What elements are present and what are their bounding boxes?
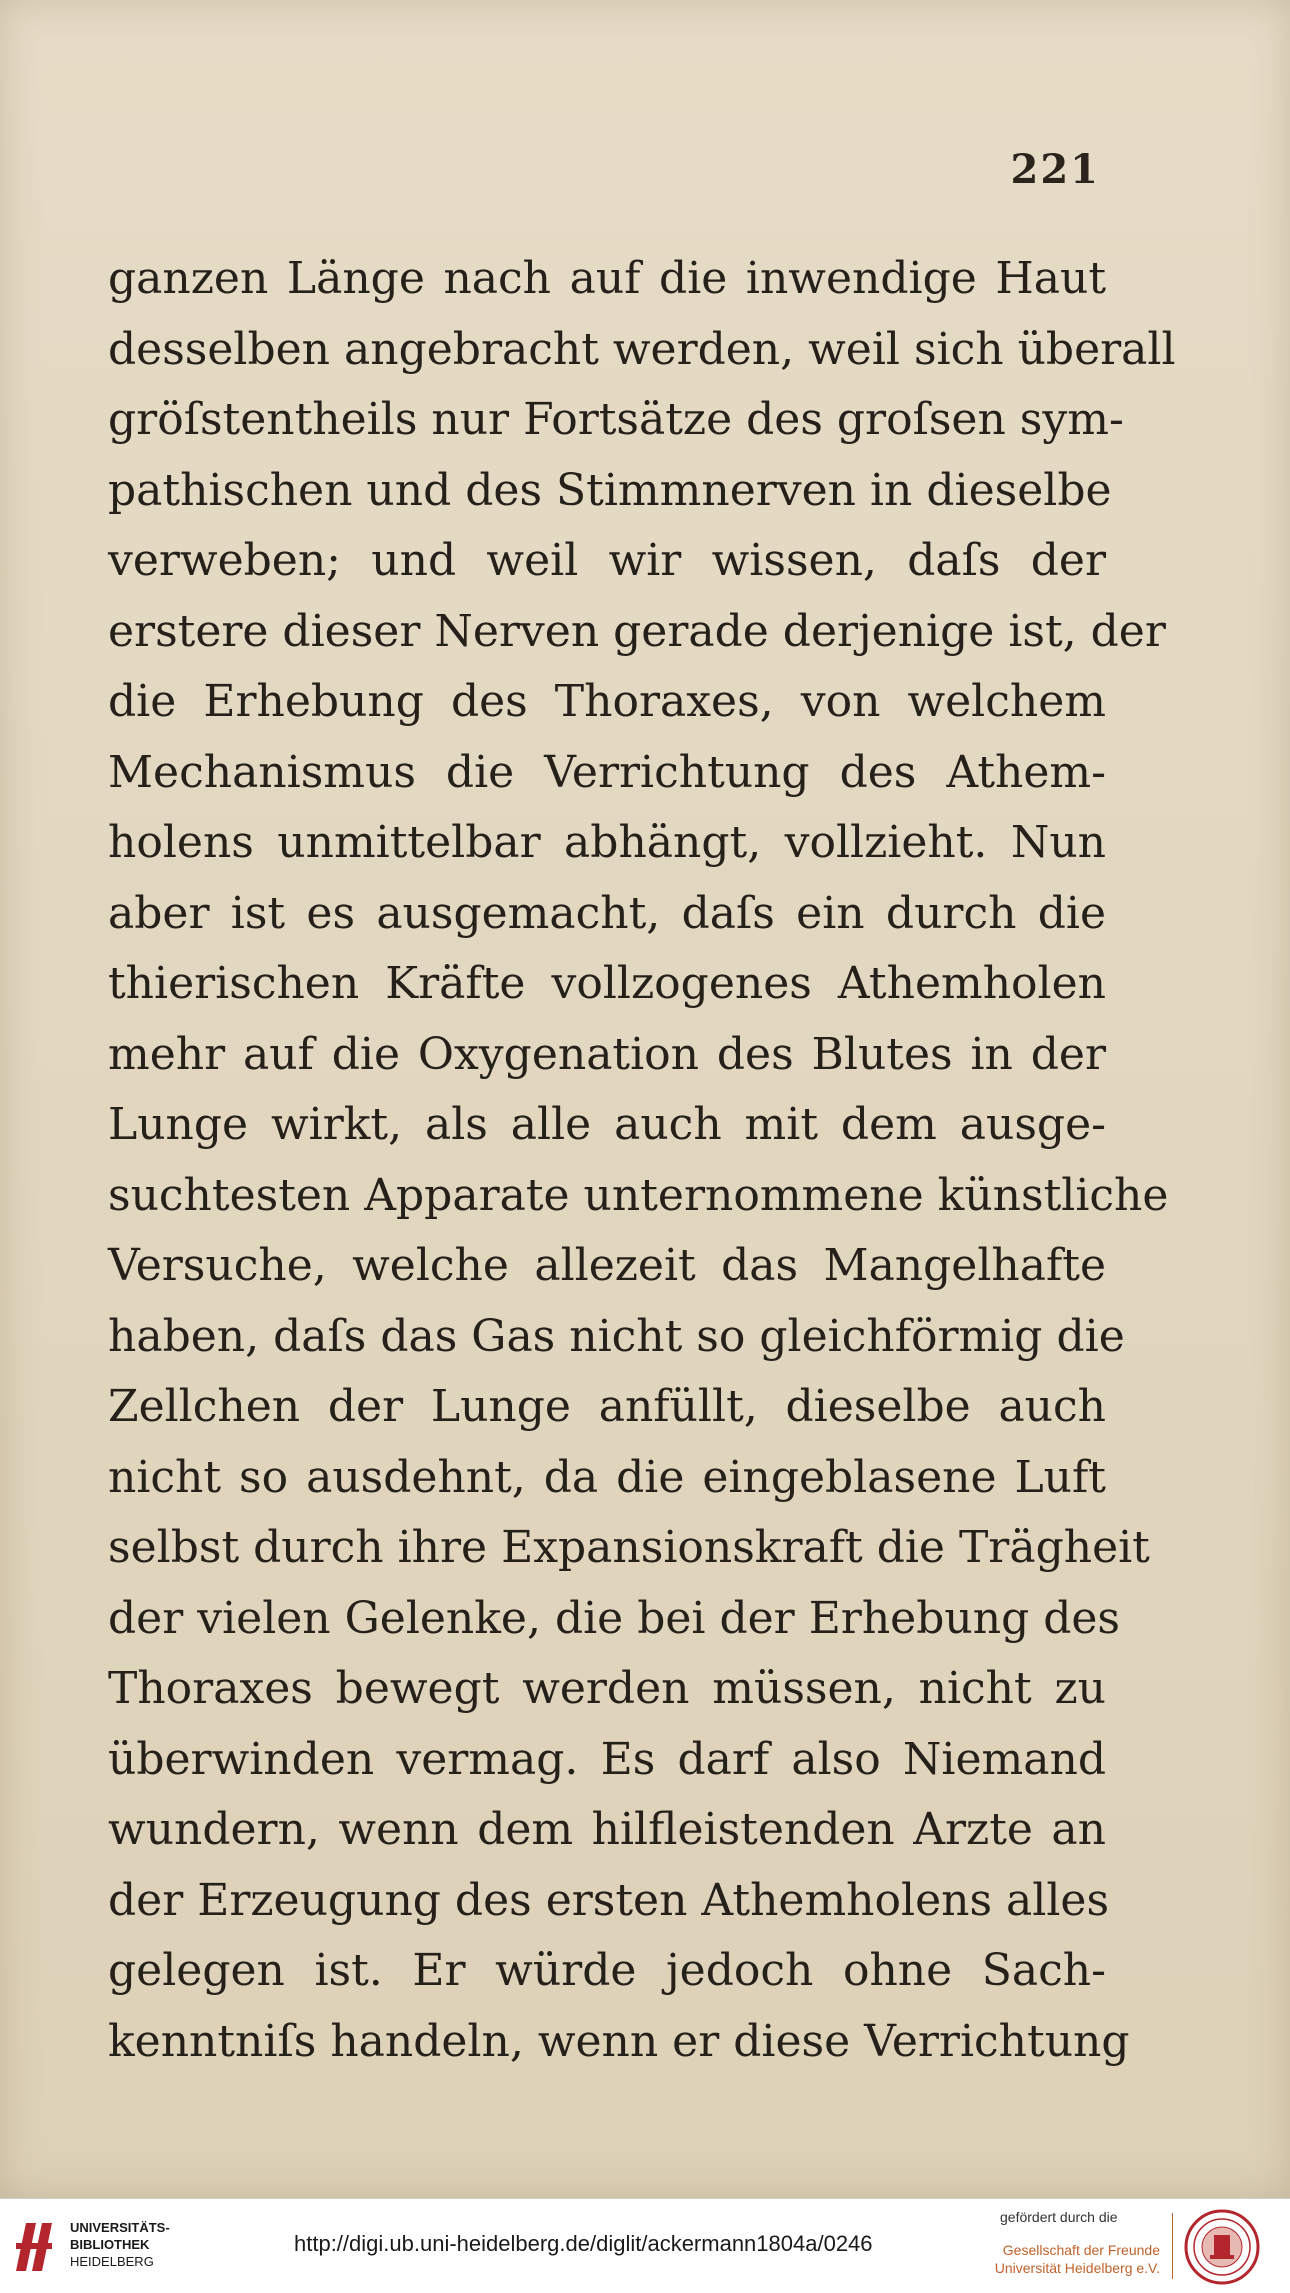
text-line: holens unmittelbar abhängt, vollzieht. Nun [108, 817, 1106, 868]
university-seal-icon [1184, 2209, 1260, 2285]
library-name-line: BIBLIOTHEK [70, 2237, 150, 2252]
text-line: die Erhebung des Thoraxes, von welchem [108, 676, 1106, 727]
text-line: nicht so ausdehnt, da die eingeblasene Luft [108, 1451, 1106, 1503]
text-line: verweben; und weil wir wissen, daſs der [108, 535, 1106, 586]
sponsor-name-line: Universität Heidelberg e.V. [994, 2260, 1160, 2276]
text-line: wundern, wenn dem hilfleistenden Arzte an [108, 1804, 1106, 1855]
text-line: ganzen Länge nach auf die inwendige Haut [108, 253, 1106, 304]
footer-bar [0, 2198, 1290, 2293]
body-text [108, 244, 1176, 2077]
library-name-line: UNIVERSITÄTS- [70, 2220, 170, 2235]
text-line: kenntniſs handeln, wenn er diese Verrichtung [108, 2015, 1130, 2067]
text-line: überwinden vermag. Es darf also Niemand [108, 1733, 1106, 1785]
text-line: Mechanismus die Verrichtung des Athem- [108, 746, 1106, 798]
text-line: Thoraxes bewegt werden müssen, nicht zu [108, 1663, 1106, 1714]
sponsor-name [960, 2241, 1160, 2277]
text-line: Versuche, welche allezeit das Mangelhafte [108, 1240, 1106, 1291]
text-line: mehr auf die Oxygenation des Blutes in der [108, 1028, 1106, 1080]
page-number: 221 [1010, 146, 1100, 193]
text-line: der vielen Gelenke, die bei der Erhebung des [108, 1592, 1120, 1644]
text-line: gelegen ist. Er würde jedoch ohne Sach- [108, 1945, 1106, 1996]
sponsor-name-line: Gesellschaft der Freunde [1002, 2242, 1160, 2258]
text-line: der Erzeugung des ersten Athemholens alles [108, 1874, 1110, 1926]
permalink-url[interactable]: http://digi.ub.uni-heidelberg.de/diglit/ackermann1804a/0246 [294, 2231, 873, 2256]
text-line: suchtesten Apparate unternommene künstliche [108, 1169, 1169, 1221]
library-name-line: HEIDELBERG [70, 2254, 154, 2269]
ub-heidelberg-logo-icon [12, 2215, 58, 2275]
text-line: Lunge wirkt, als alle auch mit dem ausge- [108, 1099, 1106, 1150]
text-line: pathischen und des Stimmnerven in dieselbe [108, 464, 1112, 516]
text-line: aber ist es ausgemacht, daſs ein durch die [108, 887, 1106, 939]
sponsor-label: gefördert durch die [1000, 2209, 1118, 2225]
text-line: desselben angebracht werden, weil sich überall [108, 323, 1176, 375]
text-line: thierischen Kräfte vollzogenes Athemholen [108, 958, 1106, 1009]
text-line: gröſstentheils nur Fortsätze des groſsen sym- [108, 394, 1124, 445]
text-line: Zellchen der Lunge anfüllt, dieselbe auch [108, 1381, 1106, 1432]
library-name [70, 2219, 250, 2270]
text-line: selbst durch ihre Expansionskraft die Trägheit [108, 1522, 1150, 1573]
footer-divider [1172, 2213, 1173, 2279]
text-line: haben, daſs das Gas nicht so gleichförmig die [108, 1310, 1125, 1362]
text-line: erstere dieser Nerven gerade derjenige ist, der [108, 605, 1166, 657]
